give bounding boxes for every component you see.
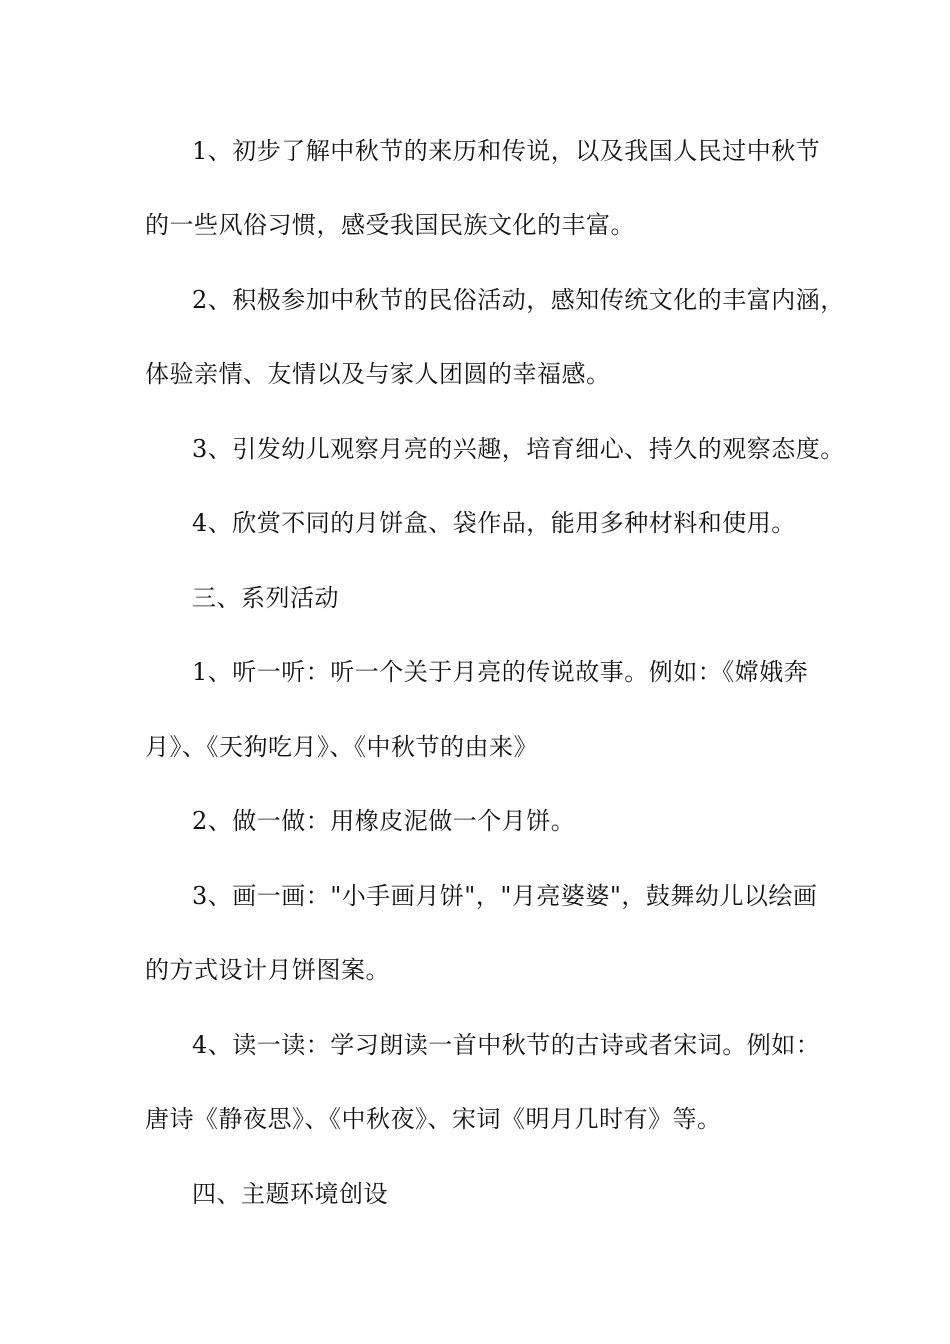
section-heading-activities: 三、系列活动 bbox=[192, 584, 339, 612]
activity-2: 2、做一做：用橡皮泥做一个月饼。 bbox=[192, 807, 576, 835]
activity-4-line-2: 唐诗《静夜思》、《中秋夜》、宋词《明月几时有》等。 bbox=[145, 1105, 722, 1133]
objective-2-line-1: 2、积极参加中秋节的民俗活动，感知传统文化的丰富内涵， bbox=[192, 286, 845, 314]
activity-1-line-2: 月》、《天狗吃月》、《中秋节的由来》 bbox=[145, 733, 538, 761]
objective-3: 3、引发幼儿观察月亮的兴趣，培育细心、持久的观察态度。 bbox=[192, 435, 845, 463]
activity-3-line-1: 3、画一画："小手画月饼"，"月亮婆婆"，鼓舞幼儿以绘画 bbox=[192, 882, 818, 910]
objective-1-line-2: 的一些风俗习惯，感受我国民族文化的丰富。 bbox=[145, 211, 635, 239]
activity-1-line-1: 1、听一听：听一个关于月亮的传说故事。例如：《嫦娥奔 bbox=[192, 658, 809, 686]
objective-2-line-2: 体验亲情、友情以及与家人团圆的幸福感。 bbox=[145, 360, 611, 388]
activity-3-line-2: 的方式设计月饼图案。 bbox=[145, 956, 390, 984]
section-heading-environment: 四、主题环境创设 bbox=[192, 1180, 388, 1208]
activity-4-line-1: 4、读一读：学习朗读一首中秋节的古诗或者宋词。例如： bbox=[192, 1031, 821, 1059]
objective-1-line-1: 1、初步了解中秋节的来历和传说，以及我国人民过中秋节 bbox=[192, 137, 821, 165]
objective-4: 4、欣赏不同的月饼盒、袋作品，能用多种材料和使用。 bbox=[192, 509, 796, 537]
